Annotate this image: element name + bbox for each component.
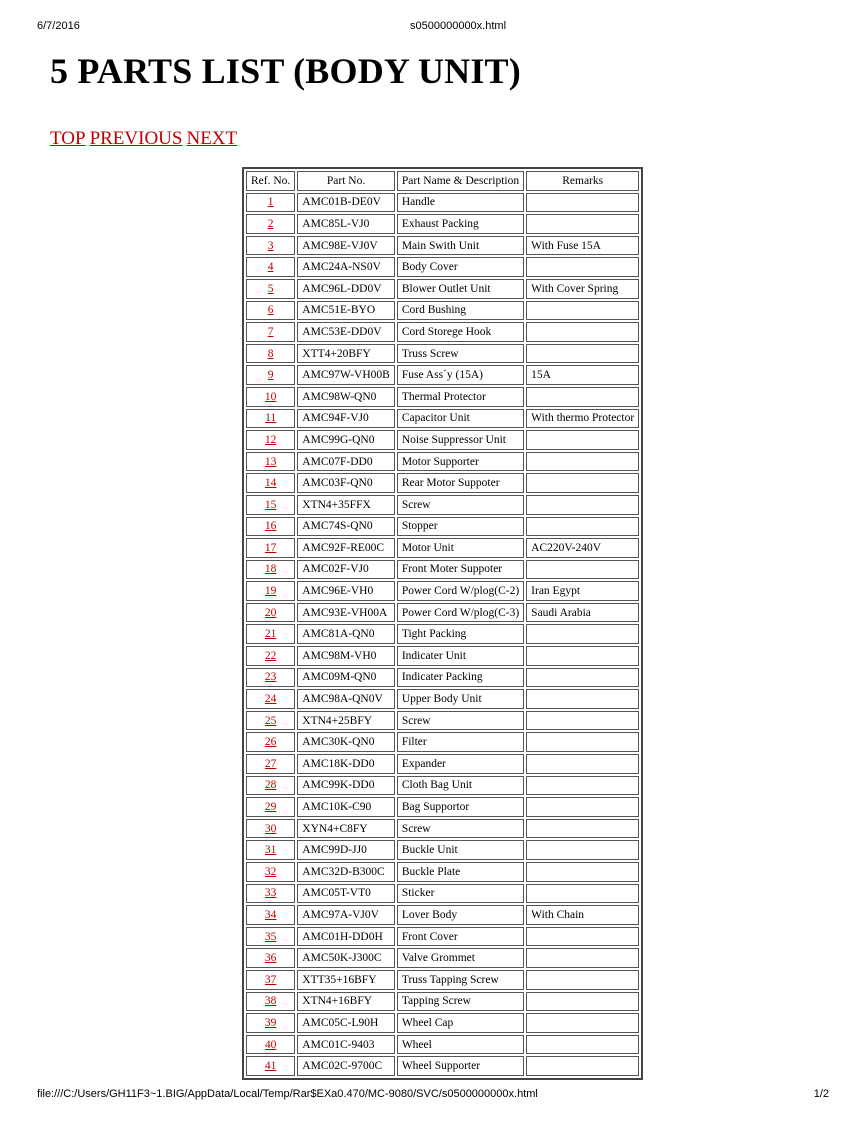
remarks-cell xyxy=(526,689,639,709)
remarks-cell xyxy=(526,646,639,666)
table-row xyxy=(246,236,639,256)
part-name-cell: Truss Screw xyxy=(397,344,524,364)
table-row xyxy=(246,992,639,1012)
remarks-cell xyxy=(526,387,639,407)
remarks-cell xyxy=(526,711,639,731)
print-filename: s0500000000x.html xyxy=(410,20,507,32)
ref-link[interactable]: 38 xyxy=(264,995,277,1008)
part-no-cell: AMC81A-QN0 xyxy=(297,624,395,644)
ref-cell xyxy=(246,322,295,342)
ref-link[interactable]: 4 xyxy=(267,261,274,274)
ref-cell xyxy=(246,732,295,752)
part-no-cell: AMC74S-QN0 xyxy=(297,517,395,537)
part-name-cell: Valve Grommet xyxy=(397,948,524,968)
part-no-cell: AMC18K-DD0 xyxy=(297,754,395,774)
remarks-cell: Saudi Arabia xyxy=(526,603,639,623)
ref-cell xyxy=(246,689,295,709)
part-no-cell: AMC32D-B300C xyxy=(297,862,395,882)
part-no-cell: AMC24A-NS0V xyxy=(297,257,395,277)
table-row xyxy=(246,538,639,558)
part-no-cell: AMC51E-BYO xyxy=(297,301,395,321)
part-name-cell: Wheel Cap xyxy=(397,1013,524,1033)
part-no-cell: AMC07F-DD0 xyxy=(297,452,395,472)
ref-link[interactable]: 15 xyxy=(264,498,277,511)
remarks-cell xyxy=(526,322,639,342)
next-link[interactable]: NEXT xyxy=(186,128,238,149)
part-name-cell: Wheel Supporter xyxy=(397,1056,524,1076)
ref-cell xyxy=(246,840,295,860)
ref-link[interactable]: 25 xyxy=(264,714,277,727)
table-row xyxy=(246,819,639,839)
ref-cell xyxy=(246,1035,295,1055)
ref-link[interactable]: 39 xyxy=(264,1016,277,1029)
part-name-cell: Fuse Ass´y (15A) xyxy=(397,365,524,385)
remarks-cell xyxy=(526,754,639,774)
ref-link[interactable]: 10 xyxy=(264,390,277,403)
part-name-cell: Exhaust Packing xyxy=(397,214,524,234)
table-row xyxy=(246,473,639,493)
ref-cell xyxy=(246,257,295,277)
part-name-cell: Stopper xyxy=(397,517,524,537)
ref-link[interactable]: 30 xyxy=(264,822,277,835)
ref-link[interactable]: 19 xyxy=(264,585,277,598)
part-no-cell: AMC02F-VJ0 xyxy=(297,560,395,580)
remarks-cell xyxy=(526,1056,639,1076)
table-row xyxy=(246,884,639,904)
remarks-cell: 15A xyxy=(526,365,639,385)
table-row xyxy=(246,365,639,385)
parts-table-wrapper xyxy=(242,167,643,1081)
ref-cell xyxy=(246,495,295,515)
part-no-cell: AMC96E-VH0 xyxy=(297,581,395,601)
ref-link[interactable]: 16 xyxy=(264,520,277,533)
part-no-cell: AMC50K-J300C xyxy=(297,948,395,968)
part-name-cell: Handle xyxy=(397,193,524,213)
part-name-cell: Upper Body Unit xyxy=(397,689,524,709)
ref-link[interactable]: 6 xyxy=(267,304,274,317)
part-no-cell: AMC97A-VJ0V xyxy=(297,905,395,925)
part-no-cell: XTN4+16BFY xyxy=(297,992,395,1012)
page-number: 1/2 xyxy=(813,1088,829,1100)
remarks-cell xyxy=(526,948,639,968)
part-name-cell: Capacitor Unit xyxy=(397,409,524,429)
remarks-cell xyxy=(526,624,639,644)
part-name-cell: Indicater Packing xyxy=(397,668,524,688)
ref-link[interactable]: 9 xyxy=(267,369,274,382)
table-row xyxy=(246,257,639,277)
ref-link[interactable]: 29 xyxy=(264,801,277,814)
table-row xyxy=(246,301,639,321)
table-row xyxy=(246,970,639,990)
remarks-cell: With thermo Protector xyxy=(526,409,639,429)
ref-link[interactable]: 3 xyxy=(267,239,274,252)
part-no-cell: AMC30K-QN0 xyxy=(297,732,395,752)
table-header-row xyxy=(246,171,639,191)
previous-link[interactable]: PREVIOUS xyxy=(89,128,183,149)
ref-cell xyxy=(246,754,295,774)
ref-link[interactable]: 13 xyxy=(264,455,277,468)
table-row xyxy=(246,624,639,644)
table-row xyxy=(246,322,639,342)
ref-link[interactable]: 24 xyxy=(264,693,277,706)
ref-link[interactable]: 27 xyxy=(264,757,277,770)
part-no-cell: XYN4+C8FY xyxy=(297,819,395,839)
ref-cell xyxy=(246,193,295,213)
remarks-cell xyxy=(526,819,639,839)
ref-link[interactable]: 12 xyxy=(264,433,277,446)
table-body xyxy=(246,193,639,1076)
part-name-cell: Tapping Screw xyxy=(397,992,524,1012)
ref-cell xyxy=(246,538,295,558)
ref-link[interactable]: 18 xyxy=(264,563,277,576)
remarks-cell xyxy=(526,970,639,990)
header-remarks: Remarks xyxy=(526,171,639,191)
table-row xyxy=(246,452,639,472)
part-no-cell: AMC09M-QN0 xyxy=(297,668,395,688)
header-part-name: Part Name & Description xyxy=(397,171,524,191)
file-path: file:///C:/Users/GH11F3~1.BIG/AppData/Local/Temp/Rar$EXa0.470/MC-9080/SVC/s0500000000x.html xyxy=(37,1088,538,1100)
table-row xyxy=(246,905,639,925)
ref-link[interactable]: 31 xyxy=(264,844,277,857)
part-name-cell: Screw xyxy=(397,819,524,839)
part-name-cell: Rear Motor Suppoter xyxy=(397,473,524,493)
ref-cell xyxy=(246,1056,295,1076)
part-no-cell: AMC05C-L90H xyxy=(297,1013,395,1033)
part-name-cell: Motor Supporter xyxy=(397,452,524,472)
part-no-cell: AMC99G-QN0 xyxy=(297,430,395,450)
table-row xyxy=(246,948,639,968)
remarks-cell xyxy=(526,797,639,817)
table-row xyxy=(246,1056,639,1076)
remarks-cell xyxy=(526,1035,639,1055)
table-row xyxy=(246,387,639,407)
remarks-cell xyxy=(526,517,639,537)
part-no-cell: XTN4+35FFX xyxy=(297,495,395,515)
table-row xyxy=(246,279,639,299)
ref-cell xyxy=(246,970,295,990)
page-title: 5 PARTS LIST (BODY UNIT) xyxy=(50,51,521,91)
remarks-cell xyxy=(526,495,639,515)
table-row xyxy=(246,344,639,364)
part-name-cell: Power Cord W/plog(C-2) xyxy=(397,581,524,601)
part-no-cell: XTT4+20BFY xyxy=(297,344,395,364)
part-name-cell: Buckle Unit xyxy=(397,840,524,860)
remarks-cell xyxy=(526,862,639,882)
part-no-cell: AMC98A-QN0V xyxy=(297,689,395,709)
ref-cell xyxy=(246,236,295,256)
part-no-cell: AMC99K-DD0 xyxy=(297,776,395,796)
ref-cell xyxy=(246,948,295,968)
ref-cell xyxy=(246,517,295,537)
ref-cell xyxy=(246,365,295,385)
ref-cell xyxy=(246,862,295,882)
part-name-cell: Motor Unit xyxy=(397,538,524,558)
part-no-cell: AMC92F-RE00C xyxy=(297,538,395,558)
remarks-cell xyxy=(526,1013,639,1033)
header-part-no: Part No. xyxy=(297,171,395,191)
part-no-cell: AMC98W-QN0 xyxy=(297,387,395,407)
ref-link[interactable]: 26 xyxy=(264,736,277,749)
ref-cell xyxy=(246,905,295,925)
ref-cell xyxy=(246,1013,295,1033)
part-name-cell: Power Cord W/plog(C-3) xyxy=(397,603,524,623)
part-no-cell: AMC85L-VJ0 xyxy=(297,214,395,234)
part-no-cell: AMC03F-QN0 xyxy=(297,473,395,493)
remarks-cell xyxy=(526,668,639,688)
part-name-cell: Cord Bushing xyxy=(397,301,524,321)
table-row xyxy=(246,754,639,774)
table-row xyxy=(246,776,639,796)
part-name-cell: Thermal Protector xyxy=(397,387,524,407)
ref-cell xyxy=(246,992,295,1012)
top-link[interactable]: TOP xyxy=(50,128,86,149)
ref-link[interactable]: 1 xyxy=(267,196,274,209)
part-no-cell: AMC02C-9700C xyxy=(297,1056,395,1076)
ref-cell xyxy=(246,668,295,688)
parts-table xyxy=(242,167,643,1080)
part-name-cell: Indicater Unit xyxy=(397,646,524,666)
remarks-cell: AC220V-240V xyxy=(526,538,639,558)
table-row xyxy=(246,797,639,817)
part-name-cell: Wheel xyxy=(397,1035,524,1055)
remarks-cell: With Chain xyxy=(526,905,639,925)
ref-link[interactable]: 14 xyxy=(264,477,277,490)
ref-cell xyxy=(246,387,295,407)
part-no-cell: AMC94F-VJ0 xyxy=(297,409,395,429)
ref-link[interactable]: 20 xyxy=(264,606,277,619)
table-row xyxy=(246,711,639,731)
ref-cell xyxy=(246,473,295,493)
ref-link[interactable]: 35 xyxy=(264,930,277,943)
table-row xyxy=(246,603,639,623)
part-name-cell: Body Cover xyxy=(397,257,524,277)
part-name-cell: Blower Outlet Unit xyxy=(397,279,524,299)
part-no-cell: AMC99D-JJ0 xyxy=(297,840,395,860)
part-no-cell: AMC10K-C90 xyxy=(297,797,395,817)
part-no-cell: XTN4+25BFY xyxy=(297,711,395,731)
remarks-cell xyxy=(526,430,639,450)
ref-link[interactable]: 17 xyxy=(264,541,277,554)
part-no-cell: AMC96L-DD0V xyxy=(297,279,395,299)
remarks-cell xyxy=(526,840,639,860)
ref-link[interactable]: 28 xyxy=(264,779,277,792)
ref-cell xyxy=(246,624,295,644)
table-row xyxy=(246,495,639,515)
table-row xyxy=(246,646,639,666)
nav-links xyxy=(50,128,241,150)
part-name-cell: Truss Tapping Screw xyxy=(397,970,524,990)
ref-link[interactable]: 40 xyxy=(264,1038,277,1051)
ref-link[interactable]: 34 xyxy=(264,908,277,921)
part-name-cell: Screw xyxy=(397,711,524,731)
ref-cell xyxy=(246,776,295,796)
remarks-cell xyxy=(526,257,639,277)
ref-link[interactable]: 41 xyxy=(264,1060,277,1073)
ref-cell xyxy=(246,711,295,731)
ref-link[interactable]: 11 xyxy=(265,412,277,425)
part-name-cell: Lover Body xyxy=(397,905,524,925)
table-row xyxy=(246,732,639,752)
part-name-cell: Tight Packing xyxy=(397,624,524,644)
ref-link[interactable]: 8 xyxy=(267,347,274,360)
ref-link[interactable]: 23 xyxy=(264,671,277,684)
remarks-cell xyxy=(526,473,639,493)
ref-link[interactable]: 37 xyxy=(264,973,277,986)
ref-cell xyxy=(246,430,295,450)
remarks-cell xyxy=(526,193,639,213)
part-no-cell: AMC93E-VH00A xyxy=(297,603,395,623)
part-name-cell: Main Swith Unit xyxy=(397,236,524,256)
ref-link[interactable]: 33 xyxy=(264,887,277,900)
ref-cell xyxy=(246,581,295,601)
table-row xyxy=(246,1013,639,1033)
remarks-cell xyxy=(526,214,639,234)
print-date: 6/7/2016 xyxy=(37,20,80,32)
part-name-cell: Cloth Bag Unit xyxy=(397,776,524,796)
part-no-cell: AMC01B-DE0V xyxy=(297,193,395,213)
ref-link[interactable]: 22 xyxy=(264,649,277,662)
remarks-cell xyxy=(526,927,639,947)
table-row xyxy=(246,840,639,860)
part-name-cell: Filter xyxy=(397,732,524,752)
part-no-cell: AMC01C-9403 xyxy=(297,1035,395,1055)
part-name-cell: Noise Suppressor Unit xyxy=(397,430,524,450)
part-name-cell: Front Cover xyxy=(397,927,524,947)
table-row xyxy=(246,409,639,429)
ref-cell xyxy=(246,452,295,472)
ref-link[interactable]: 32 xyxy=(264,865,277,878)
ref-cell xyxy=(246,884,295,904)
ref-link[interactable]: 5 xyxy=(267,282,274,295)
part-name-cell: Expander xyxy=(397,754,524,774)
ref-cell xyxy=(246,344,295,364)
ref-cell xyxy=(246,927,295,947)
part-name-cell: Bag Supportor xyxy=(397,797,524,817)
remarks-cell xyxy=(526,452,639,472)
remarks-cell xyxy=(526,732,639,752)
part-no-cell: AMC97W-VH00B xyxy=(297,365,395,385)
part-no-cell: AMC98M-VH0 xyxy=(297,646,395,666)
ref-cell xyxy=(246,646,295,666)
table-row xyxy=(246,689,639,709)
remarks-cell xyxy=(526,560,639,580)
header-ref-no: Ref. No. xyxy=(246,171,295,191)
ref-cell xyxy=(246,214,295,234)
remarks-cell xyxy=(526,992,639,1012)
part-no-cell: AMC01H-DD0H xyxy=(297,927,395,947)
part-name-cell: Buckle Plate xyxy=(397,862,524,882)
ref-cell xyxy=(246,797,295,817)
table-row xyxy=(246,560,639,580)
ref-link[interactable]: 7 xyxy=(267,325,274,338)
ref-cell xyxy=(246,279,295,299)
part-name-cell: Sticker xyxy=(397,884,524,904)
remarks-cell xyxy=(526,344,639,364)
part-no-cell: AMC05T-VT0 xyxy=(297,884,395,904)
table-row xyxy=(246,214,639,234)
ref-link[interactable]: 2 xyxy=(267,217,274,230)
remarks-cell: With Fuse 15A xyxy=(526,236,639,256)
part-name-cell: Screw xyxy=(397,495,524,515)
ref-cell xyxy=(246,560,295,580)
table-row xyxy=(246,517,639,537)
remarks-cell: With Cover Spring xyxy=(526,279,639,299)
table-row xyxy=(246,927,639,947)
table-row xyxy=(246,1035,639,1055)
remarks-cell xyxy=(526,884,639,904)
part-no-cell: AMC98E-VJ0V xyxy=(297,236,395,256)
remarks-cell xyxy=(526,301,639,321)
part-name-cell: Front Moter Suppoter xyxy=(397,560,524,580)
table-row xyxy=(246,668,639,688)
ref-cell xyxy=(246,409,295,429)
ref-link[interactable]: 21 xyxy=(264,628,277,641)
part-name-cell: Cord Storege Hook xyxy=(397,322,524,342)
table-row xyxy=(246,193,639,213)
remarks-cell: Iran Egypt xyxy=(526,581,639,601)
part-no-cell: XTT35+16BFY xyxy=(297,970,395,990)
ref-cell xyxy=(246,603,295,623)
ref-cell xyxy=(246,301,295,321)
remarks-cell xyxy=(526,776,639,796)
table-row xyxy=(246,862,639,882)
table-row xyxy=(246,430,639,450)
table-row xyxy=(246,581,639,601)
part-no-cell: AMC53E-DD0V xyxy=(297,322,395,342)
ref-cell xyxy=(246,819,295,839)
ref-link[interactable]: 36 xyxy=(264,952,277,965)
